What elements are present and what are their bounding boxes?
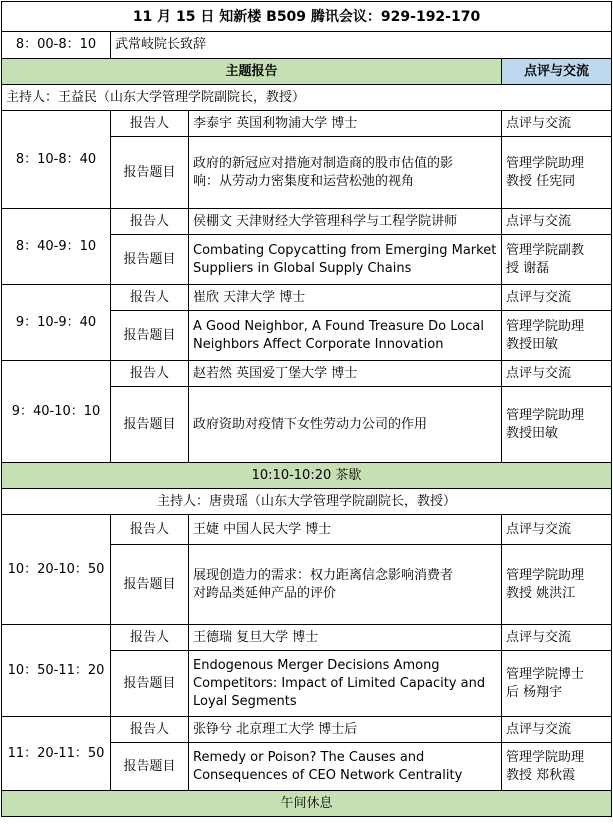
topic-line: Remedy or Poison? The Causes and <box>193 749 425 765</box>
speaker-label: 报告人 <box>111 111 189 137</box>
discussant-line: 管理学院副教 <box>506 242 585 258</box>
topic-line: Competitors: Impact of Limited Capacity and <box>193 675 486 691</box>
discussant <box>502 545 612 625</box>
discussant-line: 教授 任宪同 <box>506 173 576 189</box>
topic-label: 报告题目 <box>111 387 189 463</box>
topic-line: Endogenous Merger Decisions Among <box>193 657 440 673</box>
comment-label: 点评与交流 <box>502 625 612 651</box>
topic-label: 报告题目 <box>111 137 189 209</box>
topic-line: 响：从劳动力密集度和运营松弛的视角 <box>193 173 415 189</box>
topic-line: 政府的新冠应对措施对制造商的股市估值的影 <box>193 155 454 171</box>
session1-host: 主持人：王益民（山东大学管理学院副院长，教授） <box>2 85 612 111</box>
speaker-label: 报告人 <box>111 285 189 311</box>
talk-topic <box>189 743 502 791</box>
discussant <box>502 235 612 285</box>
discussant <box>502 311 612 361</box>
comment-label: 点评与交流 <box>502 717 612 743</box>
discussant-line: 管理学院助理 <box>506 318 585 334</box>
opening-time: 8：00-8：10 <box>2 32 111 59</box>
comment-label: 点评与交流 <box>502 361 612 387</box>
section-header-discussion: 点评与交流 <box>502 59 612 85</box>
talk-topic <box>189 651 502 717</box>
discussant-line: 授 谢磊 <box>506 260 550 276</box>
discussant-line: 教授 姚洪江 <box>506 585 576 601</box>
discussant-line: 管理学院助理 <box>506 567 585 583</box>
speaker-name: 王婕 中国人民大学 博士 <box>189 515 502 545</box>
speaker-name: 侯棚文 天津财经大学管理科学与工程学院讲师 <box>189 209 502 235</box>
discussant-line: 管理学院助理 <box>506 407 585 423</box>
talk-time: 9：40-10：10 <box>2 361 111 463</box>
talk-time: 11：20-11：50 <box>2 717 111 791</box>
speaker-label: 报告人 <box>111 361 189 387</box>
comment-label: 点评与交流 <box>502 209 612 235</box>
discussant <box>502 387 612 463</box>
topic-label: 报告题目 <box>111 311 189 361</box>
discussant-line: 教授 郑秋霞 <box>506 767 576 783</box>
topic-line: 对跨品类延伸产品的评价 <box>193 585 337 601</box>
speaker-label: 报告人 <box>111 209 189 235</box>
session2-host: 主持人：唐贵瑶（山东大学管理学院副院长，教授） <box>2 489 612 515</box>
lunch-break: 午间休息 <box>2 791 612 817</box>
talk-time: 8：10-8：40 <box>2 111 111 209</box>
comment-label: 点评与交流 <box>502 515 612 545</box>
topic-line: 政府资助对疫情下女性劳动力公司的作用 <box>193 416 428 432</box>
talk-topic <box>189 235 502 285</box>
discussant-line: 管理学院助理 <box>506 749 585 765</box>
topic-label: 报告题目 <box>111 545 189 625</box>
topic-line: Combating Copycatting from Emerging Market <box>193 242 497 258</box>
discussant-line: 后 杨翔宇 <box>506 684 563 700</box>
talk-topic <box>189 545 502 625</box>
tea-break: 10:10-10:20 茶歇 <box>2 463 612 489</box>
talk-topic <box>189 311 502 361</box>
speaker-name: 崔欣 天津大学 博士 <box>189 285 502 311</box>
topic-line: A Good Neighbor, A Found Treasure Do Local <box>193 318 484 334</box>
speaker-name: 李泰宇 英国利物浦大学 博士 <box>189 111 502 137</box>
discussant-line: 教授田敏 <box>506 425 559 441</box>
discussant <box>502 137 612 209</box>
topic-line: Consequences of CEO Network Centrality <box>193 767 463 783</box>
comment-label: 点评与交流 <box>502 285 612 311</box>
discussant-line: 教授田敏 <box>506 336 559 352</box>
talk-topic <box>189 387 502 463</box>
talk-time: 10：50-11：20 <box>2 625 111 717</box>
schedule-header: 11 月 15 日 知新楼 B509 腾讯会议：929-192-170 <box>2 2 612 32</box>
topic-label: 报告题目 <box>111 235 189 285</box>
topic-line: Neighbors Affect Corporate Innovation <box>193 336 444 352</box>
comment-label: 点评与交流 <box>502 111 612 137</box>
discussant-line: 管理学院助理 <box>506 155 585 171</box>
talk-time: 9：10-9：40 <box>2 285 111 361</box>
schedule-table <box>1 1 612 817</box>
topic-label: 报告题目 <box>111 651 189 717</box>
discussant <box>502 651 612 717</box>
speaker-name: 赵若然 英国爱丁堡大学 博士 <box>189 361 502 387</box>
speaker-name: 王德瑞 复旦大学 博士 <box>189 625 502 651</box>
section-header-title: 主题报告 <box>2 59 502 85</box>
discussant <box>502 743 612 791</box>
topic-line: Loyal Segments <box>193 693 297 709</box>
speaker-name: 张铮兮 北京理工大学 博士后 <box>189 717 502 743</box>
topic-line: 展现创造力的需求：权力距离信念影响消费者 <box>193 567 454 583</box>
opening-remarks: 武常岐院长致辞 <box>111 32 612 59</box>
speaker-label: 报告人 <box>111 515 189 545</box>
speaker-label: 报告人 <box>111 625 189 651</box>
talk-time: 8：40-9：10 <box>2 209 111 285</box>
talk-time: 10：20-10：50 <box>2 515 111 625</box>
talk-topic <box>189 137 502 209</box>
speaker-label: 报告人 <box>111 717 189 743</box>
topic-line: Suppliers in Global Supply Chains <box>193 260 412 276</box>
discussant-line: 管理学院博士 <box>506 666 585 682</box>
topic-label: 报告题目 <box>111 743 189 791</box>
